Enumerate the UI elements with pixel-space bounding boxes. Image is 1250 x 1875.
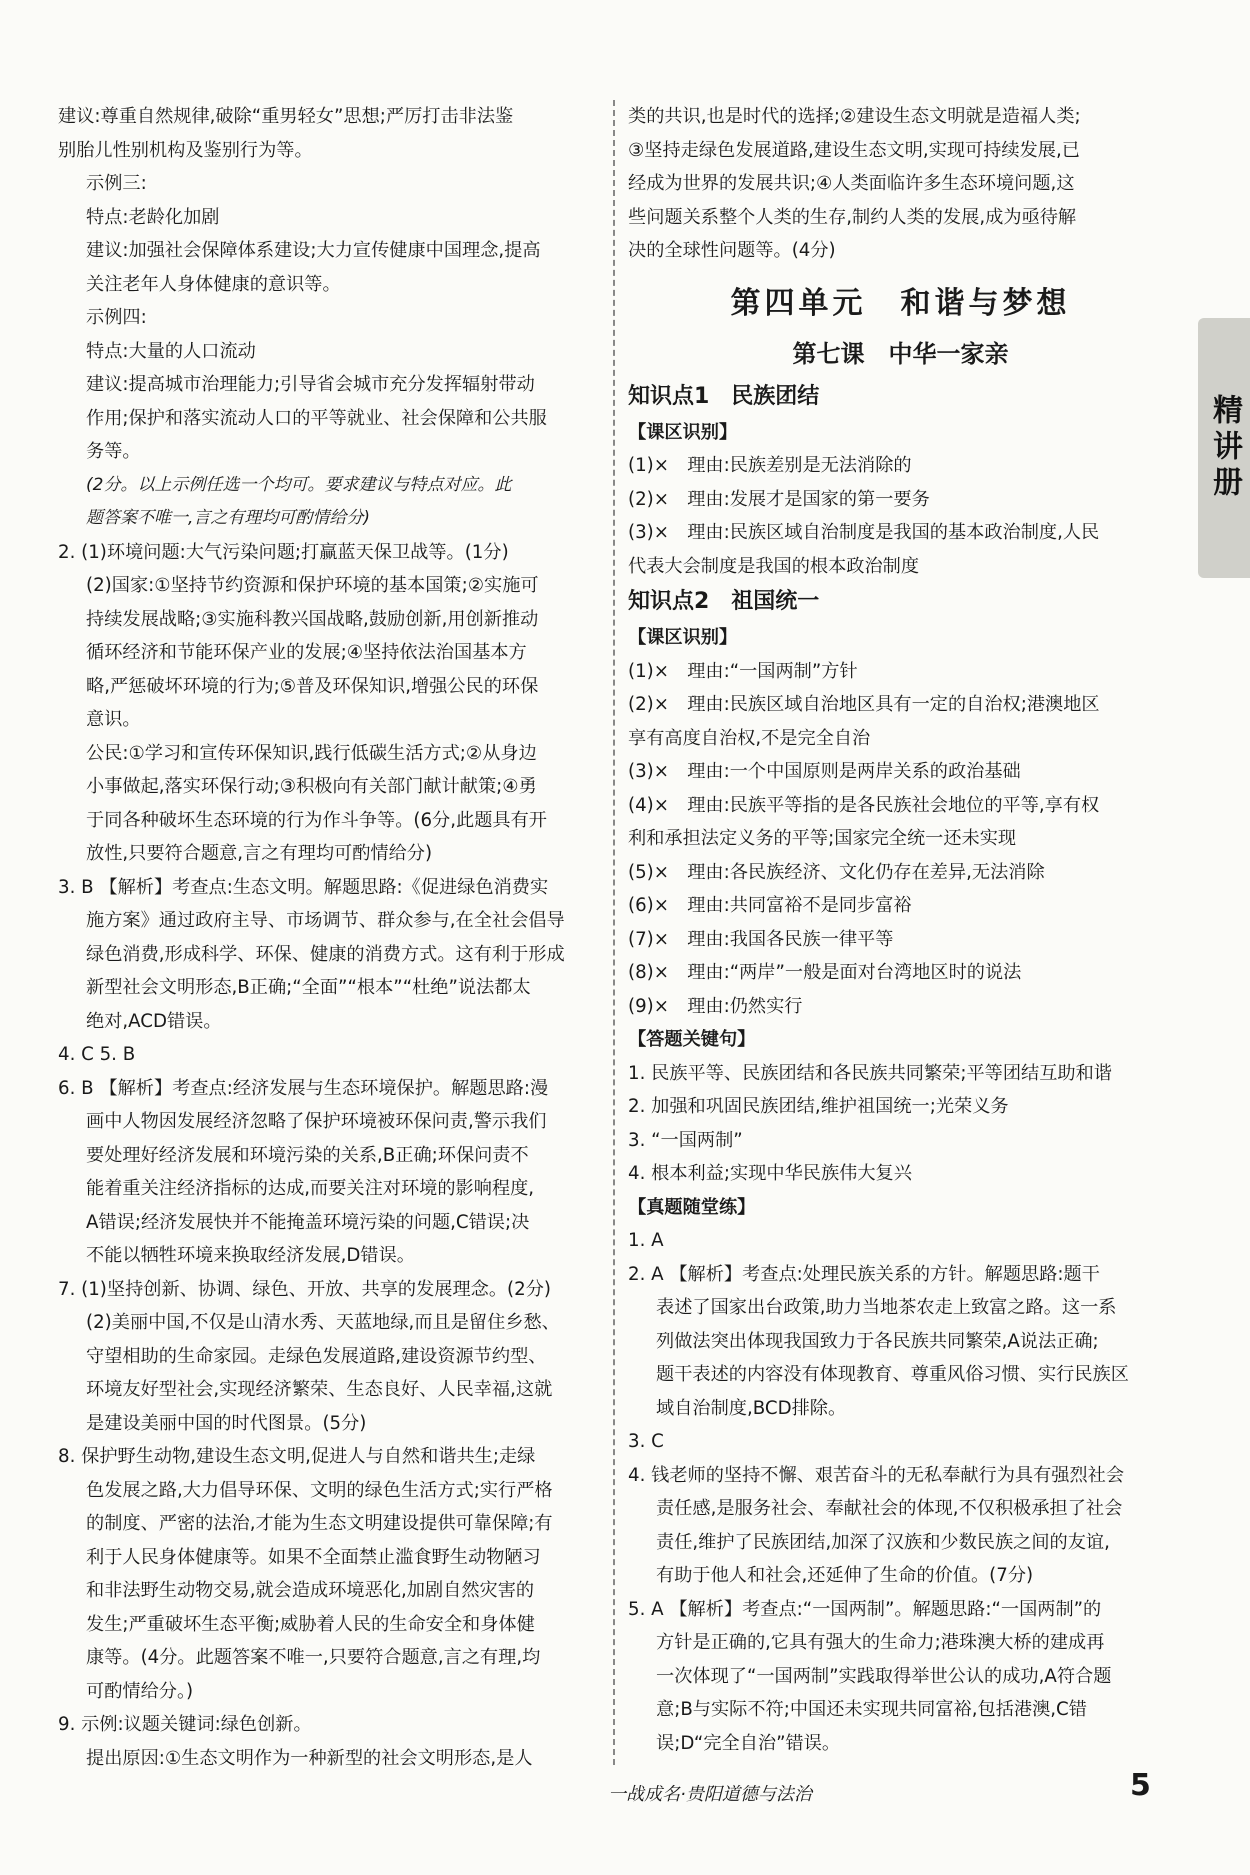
text-line: 利和承担法定义务的平等;国家完全统一还未实现 (628, 828, 1017, 849)
key-sentences-tag: 【答题关键句】 (628, 1029, 756, 1050)
text-line: 2. (1)环境问题:大气污染问题;打赢蓝天保卫战等。(1分) (58, 541, 509, 563)
kp1-section-tag: 【课区识别】 (628, 421, 738, 443)
text-line: 题答案不唯一,言之有理均可酌情给分) (86, 508, 371, 528)
knowledge-point-2-title: 知识点2 祖国统一 (628, 589, 820, 614)
text-line: 意;B与实际不符;中国还未实现共同富裕,包括港澳,C错 (656, 1699, 1087, 1720)
text-line: (5)× 理由:各民族经济、文化仍存在差异,无法消除 (628, 861, 1045, 883)
text-line: 些问题关系整个人类的生存,制约人类的发展,成为亟待解 (628, 206, 1077, 228)
text-line: (2)× 理由:发展才是国家的第一要务 (628, 488, 930, 510)
text-line: 施方案》通过政府主导、市场调节、群众参与,在全社会倡导 (86, 910, 565, 931)
text-line: 7. (1)坚持创新、协调、绿色、开放、共享的发展理念。(2分) (58, 1278, 551, 1300)
text-line: 利于人民身体健康等。如果不全面禁止滥食野生动物陋习 (86, 1546, 541, 1568)
text-line: (6)× 理由:共同富裕不是同步富裕 (628, 895, 912, 916)
right-top-continuation (628, 100, 1173, 268)
text-line: 6. B 【解析】考查点:经济发展与生态环境保护。解题思路:漫 (58, 1077, 549, 1099)
text-line: 方针是正确的,它具有强大的生命力;港珠澳大桥的建成再 (656, 1632, 1105, 1653)
text-line: 类的共识,也是时代的选择;②建设生态文明就是造福人类; (628, 106, 1081, 127)
text-line: 4. C 5. B (58, 1044, 136, 1065)
text-line: 略,严惩破坏环境的行为;⑤普及环保知识,增强公民的环保 (86, 675, 539, 697)
text-line: 3. “一国两制” (628, 1129, 743, 1151)
text-line: 环境友好型社会,实现经济繁荣、生态良好、人民幸福,这就 (86, 1379, 553, 1400)
side-tab-label: 精讲册 (1207, 394, 1242, 502)
text-line: 和非法野生动物交易,就会造成环境恶化,加剧自然灾害的 (86, 1580, 535, 1601)
text-line: 示例四: (86, 307, 147, 328)
text-line: (9)× 理由:仍然实行 (628, 995, 803, 1017)
left-column (58, 100, 603, 1775)
text-line: 绿色消费,形成科学、环保、健康的消费方式。这有利于形成 (86, 943, 565, 965)
text-line: 能着重关注经济指标的达成,而要关注对环境的影响程度, (86, 1178, 535, 1199)
text-line: 小事做起,落实环保行动;③积极向有关部门献计献策;④勇 (86, 776, 537, 797)
lesson-title: 第七课 中华一家亲 (792, 338, 1009, 368)
text-line: (8)× 理由:“两岸”一般是面对台湾地区时的说法 (628, 962, 1022, 983)
side-tab (1198, 318, 1250, 578)
text-line: (2)× 理由:民族区域自治地区具有一定的自治权;港澳地区 (628, 694, 1100, 715)
right-column (628, 100, 1173, 1760)
text-line: 域自治制度,BCD排除。 (656, 1397, 847, 1419)
text-line: 色发展之路,大力倡导环保、文明的绿色生活方式;实行严格 (86, 1479, 553, 1501)
text-line: 决的全球性问题等。(4分) (628, 240, 836, 261)
text-line: 4. 钱老师的坚持不懈、艰苦奋斗的无私奉献行为具有强烈社会 (628, 1464, 1125, 1486)
text-line: (4)× 理由:民族平等指的是各民族社会地位的平等,享有权 (628, 794, 1100, 816)
text-line: 康等。(4分。此题答案不唯一,只要符合题意,言之有理,均 (86, 1647, 541, 1668)
text-line: 作用;保护和落实流动人口的平等就业、社会保障和公共服 (86, 407, 547, 429)
kp2-answers (628, 655, 1173, 1024)
key-sentences (628, 1057, 1173, 1191)
text-line: 9. 示例:议题关键词:绿色创新。 (58, 1714, 312, 1735)
unit-title: 第四单元 和谐与梦想 (730, 285, 1071, 321)
text-line: 特点:大量的人口流动 (86, 340, 256, 362)
text-line: (1)× 理由:“一国两制”方针 (628, 660, 858, 682)
text-line: 示例三: (86, 173, 147, 194)
kp2-section-tag: 【课区识别】 (628, 627, 738, 648)
text-line: 别胎儿性别机构及鉴别行为等。 (58, 139, 313, 161)
text-line: 列做法突出体现我国致力于各民族共同繁荣,A说法正确; (656, 1330, 1099, 1352)
text-line: 8. 保护野生动物,建设生态文明,促进人与自然和谐共生;走绿 (58, 1446, 536, 1467)
page-number: 5 (1130, 1768, 1151, 1803)
text-line: 代表大会制度是我国的根本政治制度 (628, 555, 920, 577)
text-line: 享有高度自治权,不是完全自治 (628, 727, 871, 749)
text-line: (1)× 理由:民族差别是无法消除的 (628, 455, 912, 476)
text-line: 建议:加强社会保障体系建设;大力宣传健康中国理念,提高 (86, 240, 541, 261)
text-line: 4. 根本利益;实现中华民族伟大复兴 (628, 1163, 912, 1184)
text-line: (3)× 理由:一个中国原则是两岸关系的政治基础 (628, 761, 1021, 782)
text-line: 持续发展战略;③实施科教兴国战略,鼓励创新,用创新推动 (86, 608, 539, 630)
text-line: 3. B 【解析】考查点:生态文明。解题思路:《促进绿色消费实 (58, 876, 549, 898)
column-divider (613, 100, 615, 1765)
text-line: 特点:老龄化加剧 (86, 206, 220, 228)
knowledge-point-1-title: 知识点1 民族团结 (628, 383, 820, 409)
text-line: 公民:①学习和宣传环保知识,践行低碳生活方式;②从身边 (86, 742, 537, 764)
text-line: 的制度、严密的法治,才能为生态文明建设提供可靠保障;有 (86, 1513, 553, 1534)
text-line: (2分。以上示例任选一个均可。要求建议与特点对应。此 (86, 474, 512, 495)
text-line: 1. 民族平等、民族团结和各民族共同繁荣;平等团结互助和谐 (628, 1062, 1112, 1084)
text-line: 守望相助的生命家园。走绿色发展道路,建设资源节约型、 (86, 1345, 547, 1367)
kp1-answers (628, 449, 1173, 583)
text-line: ③坚持走绿色发展道路,建设生态文明,实现可持续发展,已 (628, 139, 1080, 161)
text-line: (2)国家:①坚持节约资源和保护环境的基本国策;②实施可 (86, 575, 539, 596)
text-line: 务等。 (86, 441, 141, 462)
practice-tag: 【真题随堂练】 (628, 1196, 756, 1218)
practice-answers (628, 1224, 1173, 1760)
text-line: 放性,只要符合题意,言之有理均可酌情给分) (86, 843, 433, 864)
text-line: 意识。 (86, 709, 141, 730)
text-line: 责任,维护了民族团结,加深了汉族和少数民族之间的友谊, (656, 1531, 1110, 1553)
text-line: 新型社会文明形态,B正确;“全面”“根本”“杜绝”说法都太 (86, 977, 531, 998)
text-line: 提出原因:①生态文明作为一种新型的社会文明形态,是人 (86, 1747, 533, 1769)
footer-title: 一战成名·贵阳道德与法治 (608, 1784, 812, 1805)
text-line: A错误;经济发展快并不能掩盖环境污染的问题,C错误;决 (86, 1211, 530, 1233)
text-line: 是建设美丽中国的时代图景。(5分) (86, 1412, 367, 1434)
text-line: (7)× 理由:我国各民族一律平等 (628, 928, 894, 950)
text-line: 3. C (628, 1431, 664, 1452)
text-line: 表述了国家出台政策,助力当地茶农走上致富之路。这一系 (656, 1297, 1117, 1318)
text-line: 发生;严重破坏生态平衡;威胁着人民的生命安全和身体健 (86, 1613, 535, 1635)
text-line: 题干表述的内容没有体现教育、尊重风俗习惯、实行民族区 (656, 1364, 1129, 1385)
text-line: 要处理好经济发展和环境污染的关系,B正确;环保问责不 (86, 1144, 529, 1166)
text-line: 2. A 【解析】考查点:处理民族关系的方针。解题思路:题干 (628, 1263, 1100, 1285)
text-line: 1. A (628, 1230, 664, 1251)
text-line: 绝对,ACD错误。 (86, 1010, 222, 1032)
text-line: 建议:尊重自然规律,破除“重男轻女”思想;严厉打击非法鉴 (58, 106, 514, 127)
text-line: (2)美丽中国,不仅是山清水秀、天蓝地绿,而且是留住乡愁、 (86, 1312, 560, 1333)
text-line: 循环经济和节能环保产业的发展;④坚持依法治国基本方 (86, 642, 527, 663)
text-line: 责任感,是服务社会、奉献社会的体现,不仅积极承担了社会 (656, 1498, 1123, 1519)
text-line: 2. 加强和巩固民族团结,维护祖国统一;光荣义务 (628, 1096, 1009, 1117)
text-line: 建议:提高城市治理能力;引导省会城市充分发挥辐射带动 (86, 374, 535, 395)
text-line: 于同各种破坏生态环境的行为作斗争等。(6分,此题具有开 (86, 809, 547, 831)
text-line: 可酌情给分。) (86, 1680, 194, 1702)
text-line: 画中人物因发展经济忽略了保护环境被环保问责,警示我们 (86, 1111, 547, 1132)
text-line: 5. A 【解析】考查点:“一国两制”。解题思路:“一国两制”的 (628, 1598, 1102, 1620)
text-line: 不能以牺牲环境来换取经济发展,D错误。 (86, 1245, 415, 1266)
text-line: 关注老年人身体健康的意识等。 (86, 273, 341, 295)
text-line: (3)× 理由:民族区域自治制度是我国的基本政治制度,人民 (628, 522, 1100, 543)
text-line: 经成为世界的发展共识;④人类面临许多生态环境问题,这 (628, 173, 1075, 194)
text-line: 一次体现了“一国两制”实践取得举世公认的成功,A符合题 (656, 1665, 1112, 1687)
text-line: 误;D“完全自治”错误。 (656, 1732, 841, 1754)
text-line: 有助于他人和社会,还延伸了生命的价值。(7分) (656, 1565, 1034, 1586)
